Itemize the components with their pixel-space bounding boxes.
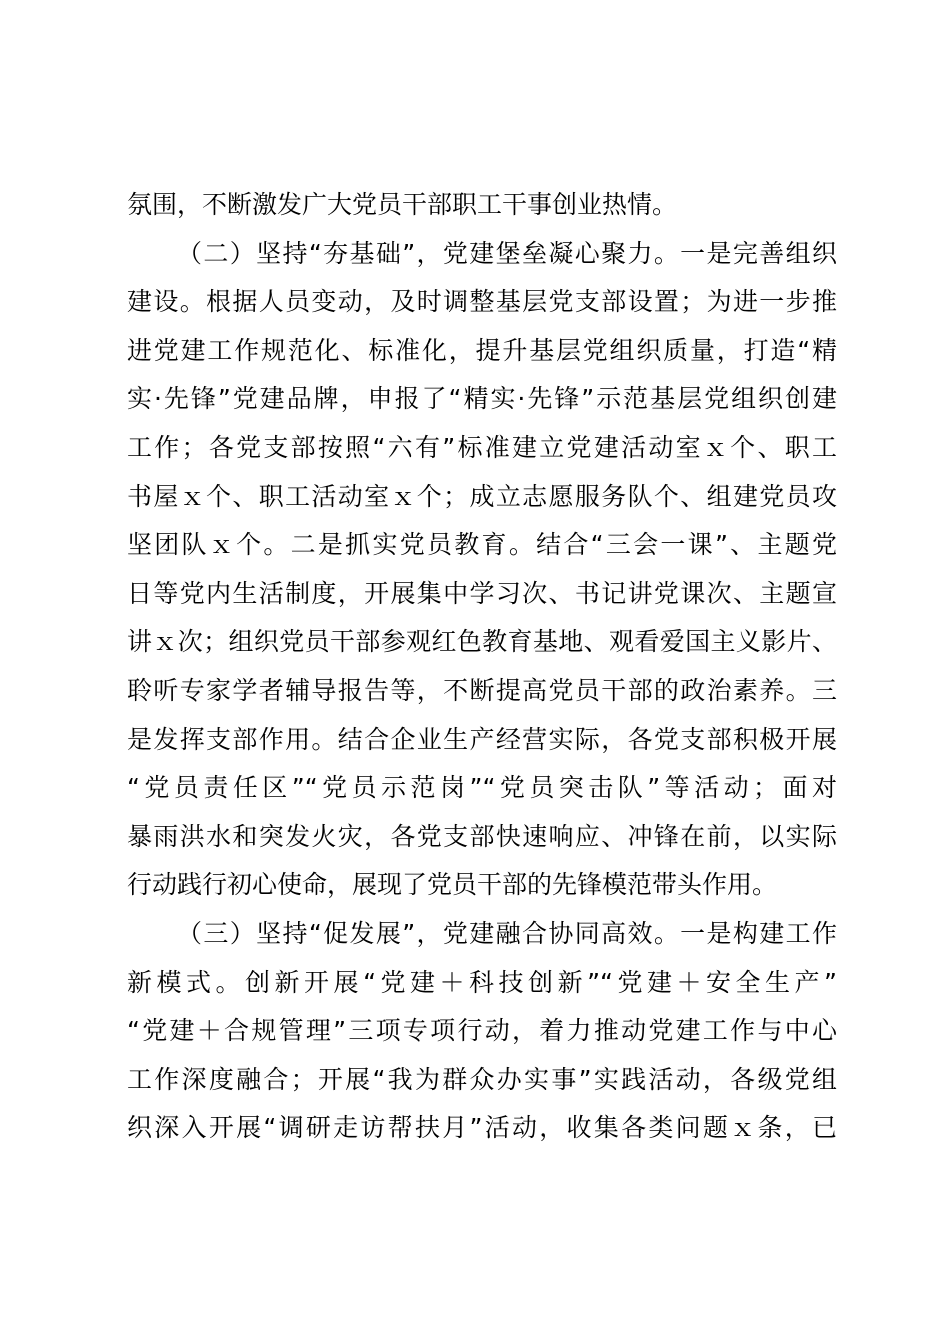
text-line: 实·先锋”党建品牌，申报了“精实·先锋”示范基层党组织创建 [127, 384, 837, 414]
text-line: 织深入开展“调研走访帮扶月”活动，收集各类问题ｘ条，已 [127, 1113, 837, 1143]
text-line: “党员责任区”“党员示范岗”“党员突击队”等活动；面对 [127, 773, 837, 803]
text-line: 氛围，不断激发广大党员干部职工干事创业热情。 [127, 190, 678, 219]
text-line: 工作；各党支部按照“六有”标准建立党建活动室ｘ个、职工 [127, 432, 837, 462]
text-line: 讲ｘ次；组织党员干部参观红色教育基地、观看爱国主义影片、 [127, 627, 837, 657]
text-line: 日等党内生活制度，开展集中学习次、书记讲党课次、主题宣 [127, 578, 837, 608]
text-line: 建设。根据人员变动，及时调整基层党支部设置；为进一步推 [127, 287, 837, 317]
text-line: 坚团队ｘ个。二是抓实党员教育。结合“三会一课”、主题党 [127, 530, 837, 560]
text-line: 新模式。创新开展“党建＋科技创新”“党建＋安全生产” [127, 967, 837, 997]
text-line: 暴雨洪水和突发火灾，各党支部快速响应、冲锋在前，以实际 [127, 821, 837, 851]
text-line: 是发挥支部作用。结合企业生产经营实际，各党支部积极开展 [127, 724, 837, 754]
text-line: 工作深度融合；开展“我为群众办实事”实践活动，各级党组 [127, 1064, 837, 1094]
text-line: 聆听专家学者辅导报告等，不断提高党员干部的政治素养。三 [127, 675, 837, 705]
paragraph-start-line: （三）坚持“促发展”，党建融合协同高效。一是构建工作 [177, 918, 837, 948]
text-line: 书屋ｘ个、职工活动室ｘ个；成立志愿服务队个、组建党员攻 [127, 481, 837, 511]
body-text [127, 181, 837, 1153]
text-line: 行动践行初心使命，展现了党员干部的先锋模范带头作用。 [127, 870, 778, 900]
text-line: “党建＋合规管理”三项专项行动，着力推动党建工作与中心 [127, 1016, 837, 1046]
text-line: 进党建工作规范化、标准化，提升基层党组织质量，打造“精 [127, 335, 837, 365]
paragraph-start-line: （二）坚持“夯基础”，党建堡垒凝心聚力。一是完善组织 [177, 238, 837, 268]
